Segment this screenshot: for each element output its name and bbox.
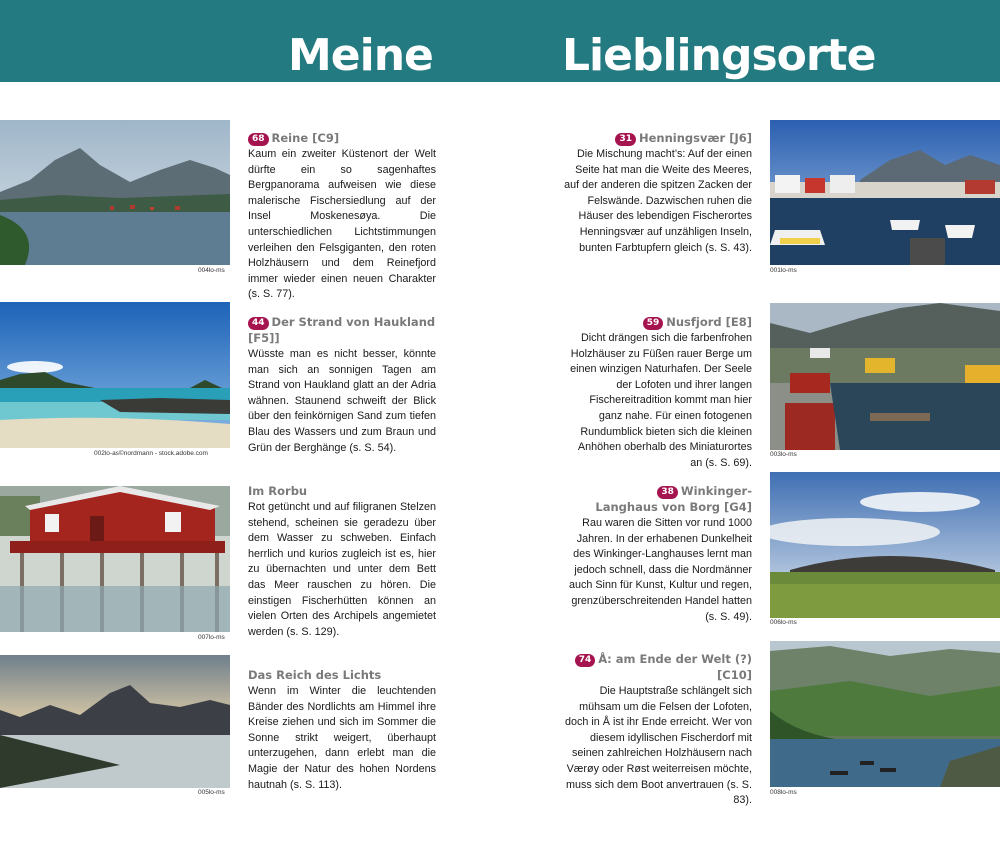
entry-reine: [248, 130, 436, 303]
location-number-badge: 31: [615, 133, 636, 146]
entry-body: Wüsste man es nicht besser, könnte man sich an sonnigen Tagen am Strand von Haukland glatt an der Adria wähnen. Staunend schweift der Blick über den feinkörnigen Sand zum tiefen Blau des Wassers und zum Braun und Grün der Berghänge (s. S. 54).: [248, 348, 436, 454]
photo-haukland: [0, 302, 230, 448]
entry-body: Die Mischung macht’s: Auf der einen Seite hat man die Weite des Meeres, auf der anderen die spitzen Zacken der Felswände. Dazwischen ruhen die Häuser des lebendigen Fischerortes Henningsvær auf unzähligen Inseln, bunten Farbtupfern gleich (s. S. 43).: [564, 148, 752, 254]
photo-henningsvaer: [770, 120, 1000, 265]
photo-credit: 007lo-ms: [198, 634, 225, 641]
entry-henningsvaer: [564, 130, 752, 256]
entry-heading: 31 Henningsvær [J6]: [564, 130, 752, 146]
page-title-left: Meine: [288, 30, 433, 81]
entry-heading: 68 Reine [C9]: [248, 130, 436, 146]
photo-reich-des-lichts: [0, 655, 230, 788]
photo-credit: 003lo-ms: [770, 451, 797, 458]
photo-credit: 006lo-ms: [770, 619, 797, 626]
entry-borg: [564, 483, 752, 625]
photo-a-ende-der-welt: [770, 641, 1000, 787]
entry-reich-des-lichts: [248, 667, 436, 793]
photo-rorbu: [0, 486, 230, 632]
entry-heading: 44 Der Strand von Haukland [F5]]: [248, 315, 436, 345]
entry-body: Dicht drängen sich die farbenfrohen Holzhäuser zu Füßen rauer Berge um einen winzigen Naturhafen. Der Seele der Lofoten und ihrer langen Fischereitradition kommt man hier ganz nahe. Für einen fotogenen Rundumblick bieten sich die kleinen Anhöhen oberhalb des Miniaturortes an (s. S. 69).: [570, 332, 752, 469]
location-number-badge: 68: [248, 133, 269, 146]
entry-a: [564, 651, 752, 809]
entry-haukland: [248, 314, 436, 456]
photo-nusfjord: [770, 303, 1000, 450]
entry-body: Die Hauptstraße schlängelt sich mühsam um die Felsen der Lofoten, doch in Å ist ihr Ende erreicht. Wer von diesem idyllischen Fischerdorf mit seinen zahlreichen Holzhäusern nach Værøy oder Røst weiterreisen möchte, muss sich dem Boot anvertrauen (s. S. 83).: [564, 685, 752, 807]
entry-heading: 38 Winkinger- Langhaus von Borg [G4]: [595, 484, 752, 514]
entry-nusfjord: [564, 314, 752, 471]
entry-rorbu: [248, 483, 436, 640]
location-number-badge: 74: [575, 654, 596, 667]
location-number-badge: 38: [657, 486, 678, 499]
entry-heading: Das Reich des Lichts: [248, 668, 382, 682]
entry-body: Kaum ein zweiter Küstenort der Welt dürfte ein so sagenhaftes Bergpanorama aufweisen wie diese malerische Fischersiedlung auf der Insel Moskenesøya. Die unterschiedlichen Lichtstimmungen verleihen den Felsgiganten, den roten Holzhäusern und dem Reinefjord immer wieder einen neuen Charakter (s. S. 77).: [248, 148, 436, 301]
photo-credit: 004lo-ms: [198, 267, 225, 274]
photo-credit: 001lo-ms: [770, 267, 797, 274]
entry-body: Rau waren die Sitten vor rund 1000 Jahren. In der erhabenen Dunkelheit des Winkinger-Langhauses lernt man jedoch schnell, dass die Nordmänner auch Sinn für Kunst, Kultur und regen, grenzüberschreitenden Handel hatten (s. S. 49).: [568, 517, 752, 623]
entry-body: Wenn im Winter die leuchtenden Bänder des Nordlichts am Himmel ihre Kreise ziehen und sich im Sommer die Sonne strikt weigert, überhaupt unterzugehen, dann erlebt man die Magie der Natur des hohen Nordens hautnah (s. S. 113).: [248, 685, 436, 791]
page-title-right: Lieblingsorte: [562, 30, 876, 81]
photo-borg-langhaus: [770, 472, 1000, 618]
entry-heading: 59 Nusfjord [E8]: [564, 314, 752, 330]
entry-heading: 74 Å: am Ende der Welt (?) [C10]: [564, 651, 752, 683]
location-number-badge: 44: [248, 317, 269, 330]
location-number-badge: 59: [643, 317, 664, 330]
photo-credit: 005lo-ms: [198, 789, 225, 796]
entry-body: Rot getüncht und auf filigranen Stelzen stehend, scheinen sie geradezu über dem Wasser zu schweben. Einfach herrlich und kurios zugleich ist es, hier zu übernachten und unter dem Bett das Meer rauschen zu hören. Die einstigen Fischerhütten können an vielen Orten des Archipels angemietet werden (s. S. 129).: [248, 501, 436, 638]
entry-heading: Im Rorbu: [248, 484, 308, 498]
photo-credit: 002lo-as©nordmann - stock.adobe.com: [94, 450, 208, 457]
photo-credit: 008lo-ms: [770, 789, 797, 796]
photo-reine: [0, 120, 230, 265]
